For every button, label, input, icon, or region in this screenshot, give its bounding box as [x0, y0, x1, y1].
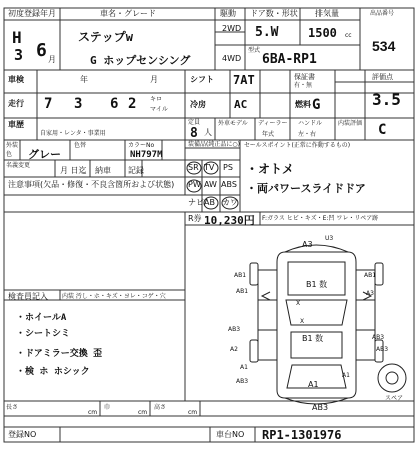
dealer-label: ディーラー	[258, 120, 288, 127]
shift-value: 7AT	[233, 73, 255, 87]
exterior-label: 外装	[6, 142, 19, 149]
first-reg-label: 初度登録年月	[8, 9, 56, 18]
diag-ab3-bottom: AB3	[312, 403, 329, 412]
diag-b1-rear: B1 数	[302, 334, 324, 343]
equipment-title: 装備品(純正品に○)	[188, 141, 240, 148]
capacity-label: 定員	[188, 119, 201, 126]
grade: G ホップセンシング	[90, 54, 191, 67]
lot-number: 534	[372, 38, 396, 54]
fuel-value: G	[312, 97, 321, 113]
displacement-value: 1500	[308, 26, 337, 40]
displacement-unit: cc	[345, 32, 352, 39]
height-cm: cm	[188, 409, 198, 416]
capacity-unit: 人	[204, 128, 212, 137]
first-reg-month: 6	[36, 40, 47, 61]
diag-ab1-right: AB1	[364, 272, 377, 279]
fuel-label: 燃料	[295, 100, 311, 109]
model-name: ステップw	[78, 30, 133, 44]
equip-ab: AB	[204, 198, 215, 207]
warranty-sub: 有・無	[294, 82, 313, 89]
mileage-unit-mile: マイル	[150, 106, 168, 113]
ac-label: 冷房	[190, 100, 206, 109]
doors-value: 5.W	[255, 25, 279, 40]
diagram-legend: F:ガラス ヒビ・キズ・E:凹 ワレ・リペア跡	[262, 215, 379, 222]
equip-ps: PS	[223, 163, 233, 172]
doors-label: ドア数・形状	[250, 9, 298, 18]
usage-options: 自家用・レンタ・事業用	[40, 130, 106, 137]
notes-title: 注意事項(欠品・修復・不良含箇所および状態)	[8, 180, 175, 189]
reg-no-label: 登録NO	[8, 430, 37, 439]
drive-4wd: 4WD	[222, 54, 242, 63]
drive-2wd: 2WD	[222, 24, 242, 33]
warranty-label: 保証書	[294, 73, 315, 81]
width-label: 巾	[104, 404, 111, 411]
diag-ab1-left: AB1	[234, 272, 247, 279]
ac-value: AC	[234, 98, 248, 111]
inspector-note-4: ・検 ホ ホシック	[16, 367, 90, 377]
sales-point-2: ・両パワースライドドア	[246, 182, 366, 195]
color-no-label: カラーNo	[128, 142, 155, 149]
sales-point-1: ・オトメ	[246, 162, 294, 176]
interior-value: C	[378, 122, 387, 138]
rearview-value: 10,230円	[204, 214, 255, 227]
inspection-label: 車検	[8, 75, 24, 84]
length-label: 長さ	[6, 404, 19, 411]
width-cm: cm	[138, 409, 148, 416]
inspection-year-unit: 年	[80, 75, 88, 84]
mileage-unit-km: キロ	[150, 96, 163, 103]
diag-x-1: X	[296, 300, 301, 307]
diag-a3-top: A3	[302, 240, 313, 249]
owner-label: 名義変更	[6, 162, 31, 169]
model-grade-label: 車名・グレード	[100, 9, 156, 18]
first-reg-year: 3	[14, 46, 24, 64]
first-reg-era: H	[12, 28, 22, 47]
mileage-label: 走行	[8, 99, 24, 108]
drive-label: 駆動	[220, 9, 236, 18]
rating-value: 3.5	[372, 90, 401, 109]
rating-label: 評価点	[372, 73, 393, 81]
dealer-sub: 年式	[262, 131, 275, 138]
usage-label: 車歴	[8, 120, 24, 129]
diag-a3-right: A3	[366, 290, 374, 297]
diag-ab3-right: AB3	[372, 334, 385, 341]
lot-label: 出品番号	[370, 10, 395, 17]
diag-ab3-left2: AB3	[236, 378, 249, 385]
equip-nv: ナビ	[188, 198, 204, 207]
mileage-digit-4: 2	[128, 96, 137, 112]
rearview-label: R券	[188, 214, 202, 223]
handle-options: 左・右	[298, 131, 317, 138]
diag-ab1-left2: AB1	[236, 288, 249, 295]
inspector-note-2: ・シートシミ	[16, 329, 71, 339]
handle-label: ハンドル	[298, 120, 323, 127]
equip-aw: AW	[204, 180, 217, 189]
diag-x-2: X	[300, 318, 305, 325]
color-value: グレー	[28, 148, 61, 161]
mileage-digit-1: 7	[44, 96, 53, 112]
equip-kr: カワ	[222, 198, 238, 207]
diag-a1-right: A1	[342, 372, 350, 379]
displacement-label: 排気量	[315, 9, 339, 18]
equip-tv: TV	[204, 163, 215, 172]
change-label: 色替	[74, 142, 87, 149]
diag-b1-front: B1 数	[306, 280, 328, 289]
inspection-month-unit: 月	[150, 75, 158, 84]
mileage-digit-3: 6	[110, 96, 119, 112]
length-cm: cm	[88, 409, 98, 416]
equip-abs: ABS	[221, 180, 237, 189]
chassis-value: RP1-1301976	[262, 428, 342, 442]
inspector-label: 検査員記入	[8, 292, 48, 301]
recorded-label: 納車	[95, 166, 111, 175]
exterior-change-label: 外車モデル	[218, 120, 248, 127]
capacity-value: 8	[190, 126, 198, 141]
inspector-note-1: ・ホイールA	[16, 313, 67, 323]
color-label: 色	[6, 151, 13, 158]
recorded-sub: 記録	[128, 166, 144, 175]
interior-label: 内装評価	[338, 120, 363, 127]
inspector-categories: 内装 汚し・ホ・キズ・ヨレ・コゲ・穴	[62, 293, 166, 300]
diag-u3: U3	[325, 235, 334, 242]
date-label: 月 日迄	[60, 166, 87, 175]
mileage-digit-2: 3	[74, 96, 83, 112]
diag-a1-rear: A1	[308, 380, 319, 389]
sales-points-title: セールスポイント(正常に作動するもの)	[244, 142, 351, 149]
diag-a1-left: A1	[240, 364, 248, 371]
inspector-note-3: ・ドアミラー交換 歪	[16, 349, 103, 359]
model-code-value: 6BA-RP1	[262, 52, 317, 67]
height-label: 高さ	[154, 404, 167, 411]
equip-sr: SR	[188, 163, 199, 172]
chassis-label: 車台NO	[216, 430, 245, 439]
diag-a2: A2	[230, 346, 238, 353]
equip-pw: PW	[188, 180, 201, 189]
shift-label: シフト	[190, 75, 214, 84]
spare-label: スペア	[385, 395, 404, 402]
diag-ab3-left: AB3	[228, 326, 241, 333]
model-code-label: 型式	[248, 47, 261, 54]
color-no-value: NH797M	[130, 150, 163, 160]
first-reg-month-unit: 月	[48, 55, 56, 64]
diag-ab3-right2: AB3	[376, 346, 389, 353]
